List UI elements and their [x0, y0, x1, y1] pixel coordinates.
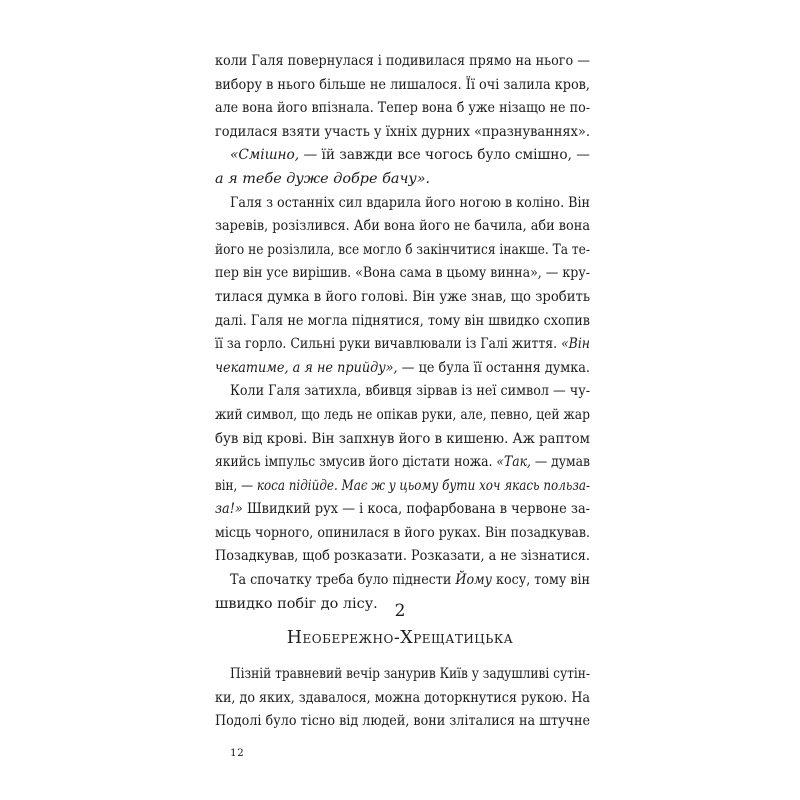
- text-run: ки, до яких, здавалося, можна доторкнутися рукою. На: [215, 689, 590, 706]
- text-line: [215, 710, 590, 734]
- text-line: [215, 569, 590, 593]
- text-line: [215, 74, 590, 98]
- text-run: вибору в нього більше не лишалося. Її очі залила кров,: [215, 76, 590, 93]
- text-line: [215, 687, 590, 711]
- paragraph: [215, 380, 590, 569]
- paragraph: [215, 144, 590, 191]
- text-run: -: [585, 477, 590, 494]
- text-run: але вона його впізнала. Тепер вона б уже нізащо не по-: [215, 100, 590, 117]
- paragraph: [215, 663, 590, 734]
- text-line: [215, 451, 590, 475]
- text-run: жий символ, що ледь не опікав руки, але, певно, цей жар: [215, 406, 590, 423]
- italic-text: Йому: [455, 572, 493, 589]
- text-run: — їй завжди все чогось було смішно, —: [299, 147, 590, 164]
- italic-text: чекатиме, а я не прийду»,: [215, 359, 398, 376]
- page-number: 12: [230, 747, 245, 759]
- text-run: коли Галя повернулася і подивилася прямо на нього —: [215, 53, 590, 69]
- chapter-number: 2: [394, 601, 406, 621]
- italic-text: «Так,: [496, 454, 531, 471]
- text-run: Та спочатку треба було піднести: [230, 572, 456, 589]
- text-line: [215, 522, 590, 546]
- text-run: Швидкий рух — і коса, пофарбована в червоне за-: [242, 501, 590, 518]
- text-line: [215, 663, 590, 687]
- text-run: він, —: [215, 477, 257, 494]
- text-line: [215, 50, 590, 74]
- text-run: її за горло. Сильні руки вичавлювали із Галі життя.: [215, 336, 562, 353]
- paragraph: [215, 50, 590, 144]
- text-run: Подолі було тісно від людей, вони злiталися на штучне: [215, 713, 590, 730]
- chapter-title: Необережно-Хрещатицька: [286, 628, 514, 648]
- text-line: [215, 357, 590, 381]
- text-run: його не розізлила, все могло б закінчитися інакше. Та те-: [215, 241, 590, 258]
- text-line: [215, 121, 590, 145]
- text-run: Пізній травневий вечір занурив Київ у задушливі сутін-: [230, 666, 590, 682]
- text-run: був від крові. Він запхнув його в кишеню. Аж раптом: [215, 430, 590, 447]
- text-run: тилася думка в його голові. Він уже знав, що зробить: [215, 288, 590, 305]
- text-line: [215, 310, 590, 334]
- text-run: косу, тому він: [492, 572, 590, 589]
- text-line: [215, 239, 590, 263]
- text-run: заревів, розізлився. Аби вона його не бачила, аби вона: [215, 218, 590, 235]
- text-line: [215, 144, 590, 168]
- text-run: Коли Галя затихла, вбивця зірвав із неї символ — чу-: [230, 383, 590, 400]
- text-line: [215, 380, 590, 404]
- text-line: [215, 97, 590, 121]
- text-run: пер він усе вирішив. «Вона сама в цьому винна», — кру-: [215, 265, 590, 282]
- text-run: якийсь імпульс змусив його дістати ножа.: [215, 454, 497, 471]
- text-run: Позадкував, щоб розказати. Розказати, а не зізнатися.: [215, 548, 590, 565]
- italic-text: «Смішно,: [230, 147, 300, 164]
- italic-text: за!»: [215, 501, 243, 518]
- text-line: [215, 428, 590, 452]
- text-line: [215, 545, 590, 569]
- italic-text: коса підійде. Має ж у цьому бути хоч якась польза: [256, 477, 586, 494]
- text-run: місць чорного, опинилася в його руках. Він позадкував.: [215, 524, 590, 541]
- text-line: [215, 262, 590, 286]
- italic-text: а я тебе дуже добре бачу».: [215, 170, 431, 187]
- text-run: Галя з останніх сил вдарила його ногою в коліно. Він: [230, 194, 590, 211]
- paragraph: [215, 192, 590, 381]
- text-run: швидко побіг до лісу.: [215, 595, 378, 612]
- body-text-top: [215, 50, 590, 616]
- body-text-bottom: [215, 663, 590, 734]
- text-line: [215, 192, 590, 216]
- text-line: [215, 404, 590, 428]
- text-run: — це була її остання думка.: [397, 359, 590, 376]
- text-line: [215, 215, 590, 239]
- italic-text: «Він: [561, 336, 590, 353]
- text-line: [215, 286, 590, 310]
- text-line: [215, 168, 590, 192]
- text-line: [215, 475, 590, 499]
- text-line: [215, 333, 590, 357]
- text-run: далі. Галя не могла піднятися, тому він швидко схопив: [215, 312, 590, 329]
- text-run: годилася взяти участь у їхніх дурних «празнуваннях».: [215, 123, 590, 140]
- text-line: [215, 498, 590, 522]
- text-run: — думав: [530, 454, 590, 471]
